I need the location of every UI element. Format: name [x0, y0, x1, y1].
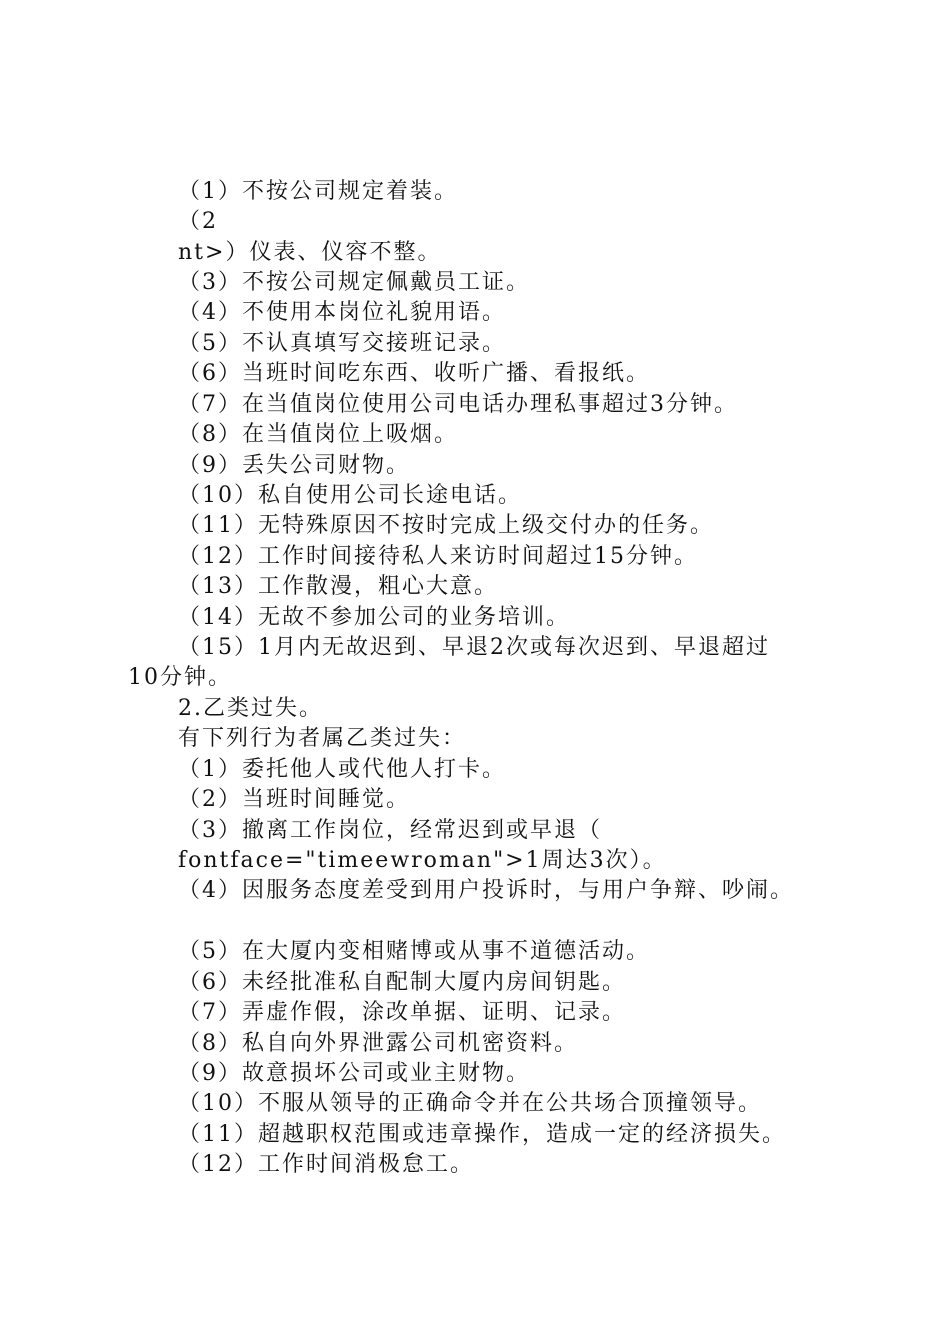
- text-line: （7）弄虚作假，涂改单据、证明、记录。: [178, 1000, 626, 1025]
- text-line: （10）不服从领导的正确命令并在公共场合顶撞领导。: [178, 1091, 762, 1116]
- text-line: （7）在当值岗位使用公司电话办理私事超过3分钟。: [178, 392, 738, 417]
- text-line: （4）不使用本岗位礼貌用语。: [178, 300, 506, 325]
- text-line: 有下列行为者属乙类过失：: [178, 726, 467, 751]
- text-line: （8）私自向外界泄露公司机密资料。: [178, 1031, 578, 1056]
- text-line: （10）私自使用公司长途电话。: [178, 483, 522, 508]
- text-line: （14）无故不参加公司的业务培训。: [178, 605, 570, 630]
- text-line: （9）故意损坏公司或业主财物。: [178, 1061, 530, 1086]
- text-line: nt>）仪表、仪容不整。: [178, 240, 442, 265]
- text-line: （3）撤离工作岗位，经常迟到或早退（: [178, 818, 602, 843]
- text-line: （3）不按公司规定佩戴员工证。: [178, 270, 530, 295]
- text-line: （13）工作散漫，粗心大意。: [178, 574, 498, 599]
- text-line: （11）超越职权范围或违章操作，造成一定的经济损失。: [178, 1122, 786, 1147]
- text-line: （15）1月内无故迟到、早退2次或每次迟到、早退超过: [178, 635, 770, 660]
- text-line: （5）不认真填写交接班记录。: [178, 331, 506, 356]
- text-line: （12）工作时间接待私人来访时间超过15分钟。: [178, 544, 698, 569]
- text-line: （1）不按公司规定着装。: [178, 179, 458, 204]
- text-line: （1）委托他人或代他人打卡。: [178, 757, 506, 782]
- text-line: （11）无特殊原因不按时完成上级交付办的任务。: [178, 513, 714, 538]
- text-line: （9）丢失公司财物。: [178, 453, 410, 478]
- text-line: （2）当班时间睡觉。: [178, 787, 410, 812]
- text-line: （12）工作时间消极怠工。: [178, 1152, 474, 1177]
- text-line: （6）当班时间吃东西、收听广播、看报纸。: [178, 361, 650, 386]
- text-line: （5）在大厦内变相赌博或从事不道德活动。: [178, 939, 650, 964]
- section-heading: 2.乙类过失。: [178, 696, 323, 721]
- text-line: （4）因服务态度差受到用户投诉时，与用户争辩、吵闹。: [178, 878, 794, 903]
- text-line: fontface="timeewroman">1周达3次）。: [178, 848, 667, 873]
- text-line: （2: [178, 209, 218, 234]
- text-line: （8）在当值岗位上吸烟。: [178, 422, 458, 447]
- text-line: （6）未经批准私自配制大厦内房间钥匙。: [178, 970, 626, 995]
- text-line: 10分钟。: [128, 665, 232, 690]
